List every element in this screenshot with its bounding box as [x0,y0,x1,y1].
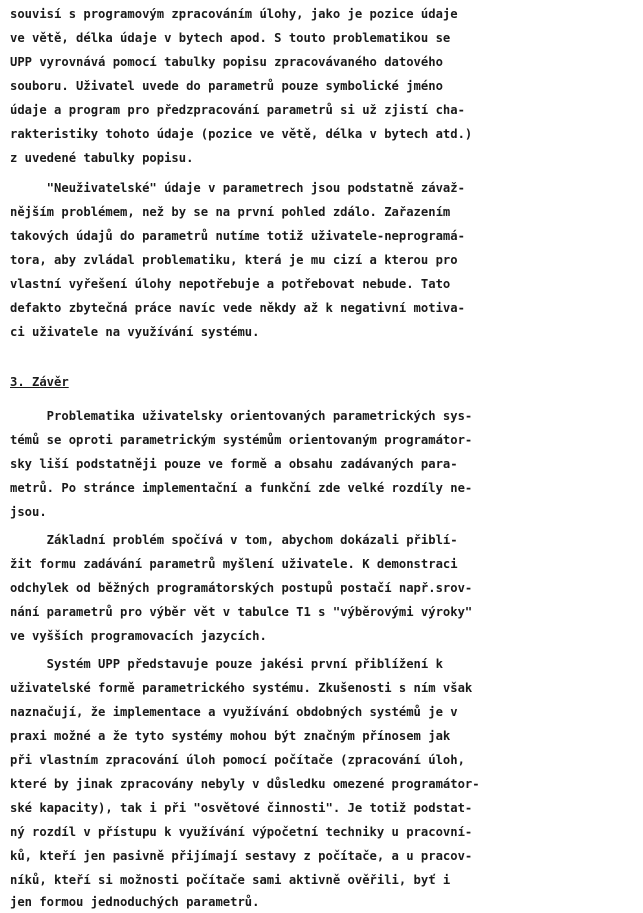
text-line: ci uživatele na využívání systému. [10,325,260,339]
text-line: při vlastním zpracování úloh pomocí počítače (zpracování úloh, [10,753,465,767]
text-line: Problematika uživatelsky orientovaných parametrických sys- [10,409,473,423]
text-line: vlastní vyřešení úlohy nepotřebuje a potřebovat nebude. Tato [10,277,451,291]
text-line: nějším problémem, než by se na první pohled zdálo. Zařazením [10,205,451,219]
text-line: ské kapacity), tak i při "osvětové činnosti". Je totiž podstat- [10,801,473,815]
text-line: souboru. Uživatel uvede do parametrů pouze symbolické jméno [10,79,443,93]
text-line: praxi možné a že tyto systémy mohou být značným přínosem jak [10,729,451,743]
text-line: ný rozdíl v přístupu k využívání výpočetní techniky u pracovní- [10,825,473,839]
text-line: souvisí s programovým zpracováním úlohy, jako je pozice údaje [10,7,458,21]
text-line: které by jinak zpracovány nebyly v důsledku omezené programátor- [10,777,480,791]
text-line: Základní problém spočívá v tom, abychom dokázali přiblí- [10,533,458,547]
text-line: ků, kteří jen pasivně přijímají sestavy z počítače, a u pracov- [10,849,473,863]
text-line: Systém UPP představuje pouze jakési první přiblížení k [10,657,443,671]
text-line: takových údajů do parametrů nutíme totiž uživatele-neprogramá- [10,229,465,243]
text-line: sky liší podstatněji pouze ve formě a obsahu zadávaných para- [10,457,458,471]
text-line: jsou. [10,505,47,519]
text-line: ve vyšších programovacích jazycích. [10,629,267,643]
section-heading: 3. Závěr [10,375,69,389]
text-line: naznačují, že implementace a využívání obdobných systémů je v [10,705,458,719]
text-line: níků, kteří si možnosti počítače sami aktivně ověřili, byť i [10,873,451,887]
text-line: jen formou jednoduchých parametrů. [10,895,260,909]
text-line: údaje a program pro předzpracování parametrů si už zjistí cha- [10,103,465,117]
text-line: defakto zbytečná práce navíc vede někdy až k negativní motiva- [10,301,465,315]
text-line: metrů. Po stránce implementační a funkční zde velké rozdíly ne- [10,481,473,495]
text-line: tora, aby zvládal problematiku, která je mu cizí a kterou pro [10,253,458,267]
text-line: žit formu zadávání parametrů myšlení uživatele. K demonstraci [10,557,458,571]
text-line: uživatelské formě parametrického systému. Zkušenosti s ním však [10,681,473,695]
text-line: témů se oproti parametrickým systémům orientovaným programátor- [10,433,473,447]
text-line: ve větě, délka údaje v bytech apod. S touto problematikou se [10,31,451,45]
text-line: odchylek od běžných programátorských postupů postačí např.srov- [10,581,473,595]
text-line: UPP vyrovnává pomocí tabulky popisu zpracovávaného datového [10,55,443,69]
text-line: "Neuživatelské" údaje v parametrech jsou podstatně závaž- [10,181,465,195]
text-line: z uvedené tabulky popisu. [10,151,194,165]
text-line: nání parametrů pro výběr vět v tabulce T1 s "výběrovými výroky" [10,605,473,619]
text-line: rakteristiky tohoto údaje (pozice ve větě, délka v bytech atd.) [10,127,473,141]
